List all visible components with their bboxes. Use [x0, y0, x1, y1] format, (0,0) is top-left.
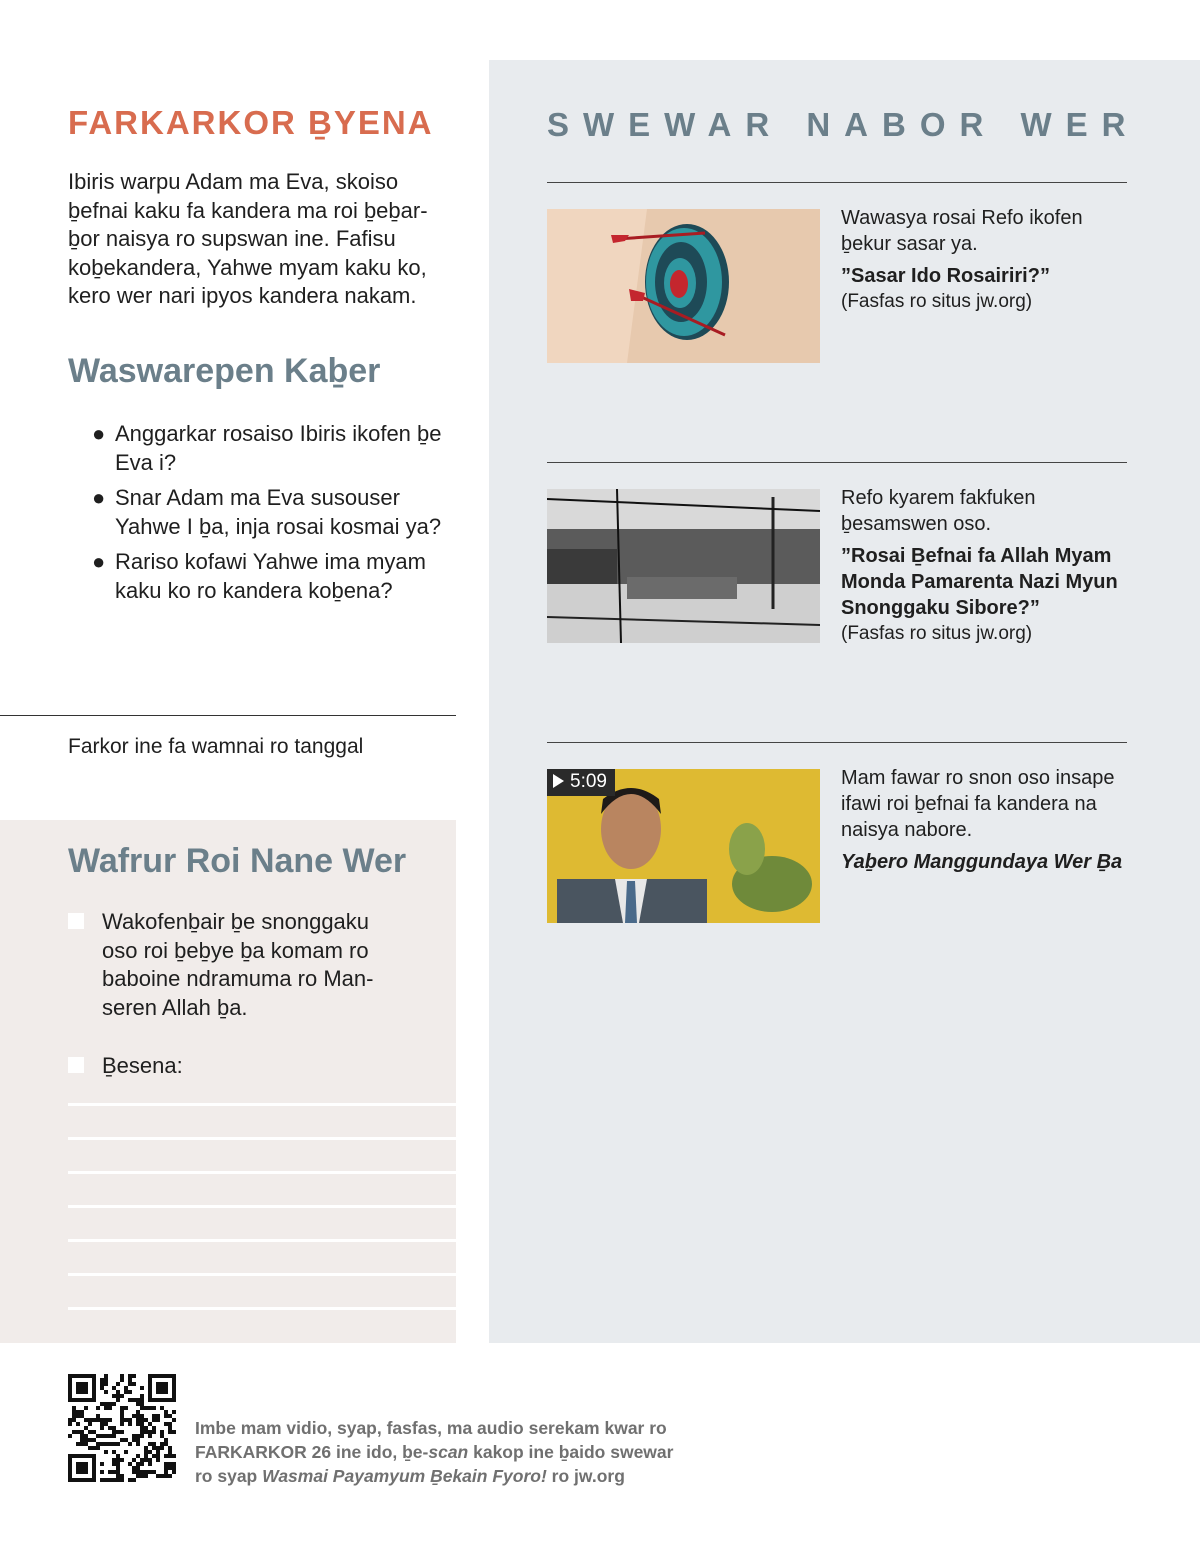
goal-item [68, 1052, 408, 1081]
footer-line: ro syap [195, 1466, 263, 1486]
publication-title: Wasmai Payamyum Ḇekain Fyoro! [262, 1466, 547, 1486]
bullet-icon: ● [92, 485, 106, 510]
resource-source: (Fasfas ro situs jw.org) [841, 291, 1033, 312]
resource-source: (Fasfas ro situs jw.org) [841, 623, 1033, 644]
qr-code-icon[interactable] [68, 1374, 176, 1482]
bullet-icon: ● [92, 549, 106, 574]
goal-checkbox[interactable] [68, 1057, 84, 1073]
camp-thumbnail[interactable] [547, 489, 820, 643]
review-question-text: Snar Adam ma Eva susouser Yahwe I ḇa, inja rosai kosmai ya? [115, 485, 442, 539]
more-resources-heading: SWEWAR NABOR WER [547, 106, 1140, 143]
resource-article-2 [841, 485, 1131, 647]
review-question-text: Anggarkar rosaiso Ibiris ikofen ḇe Eva i? [115, 421, 442, 475]
goals-heading: Wafrur Roi Nane Wer [68, 842, 407, 880]
writing-line[interactable] [68, 1239, 456, 1242]
writing-line[interactable] [68, 1205, 456, 1208]
review-question-text: Rariso kofawi Yahwe ima myam kaku ko ro kandera koḇena? [115, 549, 426, 603]
review-questions-list [92, 420, 462, 612]
review-question [92, 484, 462, 541]
resource-title-link[interactable]: ”Rosai Ḇefnai fa Allah Myam Monda Pamarenta Nazi Myun Snonggaku Sibore?” [841, 545, 1118, 619]
resource-video [841, 765, 1131, 875]
divider [0, 715, 456, 716]
footer-scan-word: scan [428, 1442, 469, 1462]
divider [547, 462, 1127, 463]
summary-text: Ibiris warpu Adam ma Eva, skoiso ḇefnai kaku fa kandera ma roi ḇeḇar-ḇor naisya ro supswan ine. Fafisu koḇekandera, Yahwe myam kaku ko, kero wer nari ipyos kandera nakam. [68, 169, 428, 308]
date-label: Farkor ine fa wamnai ro tanggal [68, 735, 364, 758]
resource-description: Mam fawar ro snon oso insape ifawi roi ḇefnai fa kandera na naisya nabore. [841, 767, 1115, 841]
goal-text: Wakofenḇair ḇe snonggaku oso roi ḇeḇye ḇa komam ro baboine ndramuma ro Man-seren Allah ḇa. [102, 909, 374, 1020]
bullet-icon: ● [92, 421, 106, 446]
video-thumbnail[interactable] [547, 769, 820, 923]
goal-item [68, 908, 408, 1022]
video-duration-badge [547, 769, 615, 796]
divider [547, 742, 1127, 743]
review-question [92, 420, 462, 477]
writing-line[interactable] [68, 1137, 456, 1140]
footer-line: kakop ine ḇaido swewar [468, 1442, 674, 1462]
review-question [92, 548, 462, 605]
footer-link[interactable]: ro jw.org [546, 1466, 625, 1486]
divider [547, 182, 1127, 183]
footer-line: Imbe mam vidio, syap, fasfas, ma audio serekam kwar ro [195, 1418, 667, 1438]
footer-instructions [195, 1416, 715, 1488]
play-icon[interactable] [553, 774, 564, 788]
target-thumbnail[interactable] [547, 209, 820, 363]
video-duration: 5:09 [570, 771, 607, 792]
footer-line: FARKARKOR 26 ine ido, ḇe- [195, 1442, 429, 1462]
writing-line[interactable] [68, 1273, 456, 1276]
review-heading: Waswarepen Kaḇer [68, 352, 381, 390]
goal-checkbox[interactable] [68, 913, 84, 929]
resource-description: Wawasya rosai Refo ikofen ḇekur sasar ya. [841, 207, 1083, 255]
summary-heading: FARKARKOR ḆYENA [68, 104, 434, 141]
resource-title-link[interactable]: ”Sasar Ido Rosairiri?” [841, 265, 1050, 287]
writing-line[interactable] [68, 1307, 456, 1310]
prison-camp-photo [547, 489, 820, 643]
target-arrows-image [547, 209, 820, 363]
resource-description: Refo kyarem fakfuken ḇesamswen oso. [841, 487, 1036, 535]
writing-line[interactable] [68, 1103, 456, 1106]
writing-line[interactable] [68, 1171, 456, 1174]
goal-text: Ḇesena: [102, 1053, 183, 1078]
goals-panel [0, 820, 456, 1343]
resource-article-1 [841, 205, 1131, 315]
video-title-link[interactable]: Yaḇero Manggundaya Wer Ḇa [841, 851, 1123, 873]
